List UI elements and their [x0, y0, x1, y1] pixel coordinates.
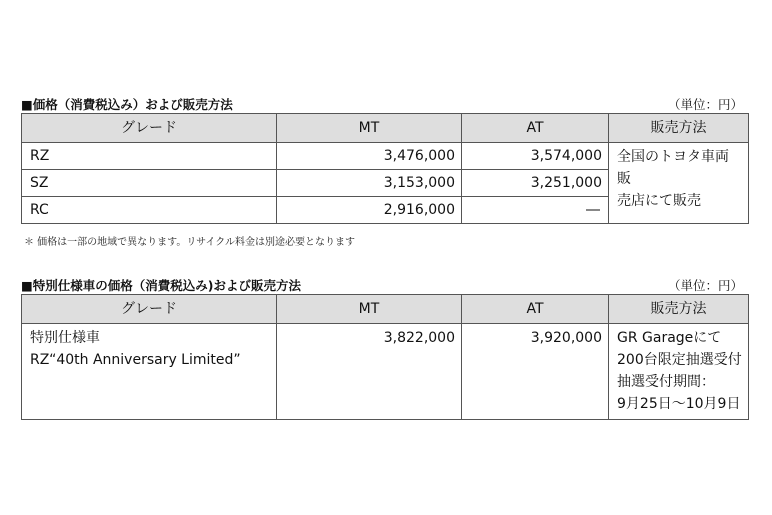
special-section-title: ■特別仕様車の価格（消費税込み)および販売方法: [21, 278, 302, 293]
table-row: [22, 324, 749, 420]
price-table: [21, 113, 749, 224]
grade-cell: SZ: [22, 170, 277, 197]
special-edition-section: [21, 276, 749, 420]
mt-price-cell: 3,476,000: [277, 143, 462, 170]
sales-method-line: 全国のトヨタ車両販: [617, 149, 729, 187]
header-grade: グレード: [22, 295, 277, 324]
grade-cell: [22, 324, 277, 420]
at-price-cell: 3,920,000: [462, 324, 609, 420]
grade-cell: RZ: [22, 143, 277, 170]
table-row: [22, 143, 749, 170]
header-grade: グレード: [22, 114, 277, 143]
header-mt: MT: [277, 295, 462, 324]
sales-method-line: 200台限定抽選受付: [617, 352, 742, 368]
at-price-cell: 3,574,000: [462, 143, 609, 170]
header-method: 販売方法: [609, 114, 749, 143]
sales-method-cell: [609, 324, 749, 420]
price-section-title: ■価格（消費税込み）および販売方法: [21, 97, 233, 112]
mt-price-cell: 3,153,000: [277, 170, 462, 197]
price-section-header: [21, 95, 749, 113]
header-mt: MT: [277, 114, 462, 143]
price-section: [21, 95, 749, 224]
special-unit-label: （単位：円）: [667, 278, 743, 293]
grade-cell: RC: [22, 197, 277, 224]
header-at: AT: [462, 295, 609, 324]
special-price-table: [21, 294, 749, 420]
price-footnote: ＊ 価格は一部の地域で異なります。リサイクル料金は別途必要となります: [24, 237, 355, 248]
sales-method-cell: [609, 143, 749, 224]
header-method: 販売方法: [609, 295, 749, 324]
table-header-row: [22, 114, 749, 143]
sales-method-line: 抽選受付期間：: [617, 374, 715, 390]
table-header-row: [22, 295, 749, 324]
at-price-cell: ―: [462, 197, 609, 224]
sales-method-line: GR Garageにて: [617, 330, 722, 346]
header-at: AT: [462, 114, 609, 143]
price-unit-label: （単位：円）: [667, 97, 743, 112]
mt-price-cell: 3,822,000: [277, 324, 462, 420]
mt-price-cell: 2,916,000: [277, 197, 462, 224]
grade-line: RZ“40th Anniversary Limited”: [30, 352, 241, 368]
at-price-cell: 3,251,000: [462, 170, 609, 197]
sales-method-line: 9月25日～10月9日: [617, 396, 741, 412]
grade-line: 特別仕様車: [30, 330, 100, 346]
sales-method-line: 売店にて販売: [617, 193, 701, 209]
special-section-header: [21, 276, 749, 294]
